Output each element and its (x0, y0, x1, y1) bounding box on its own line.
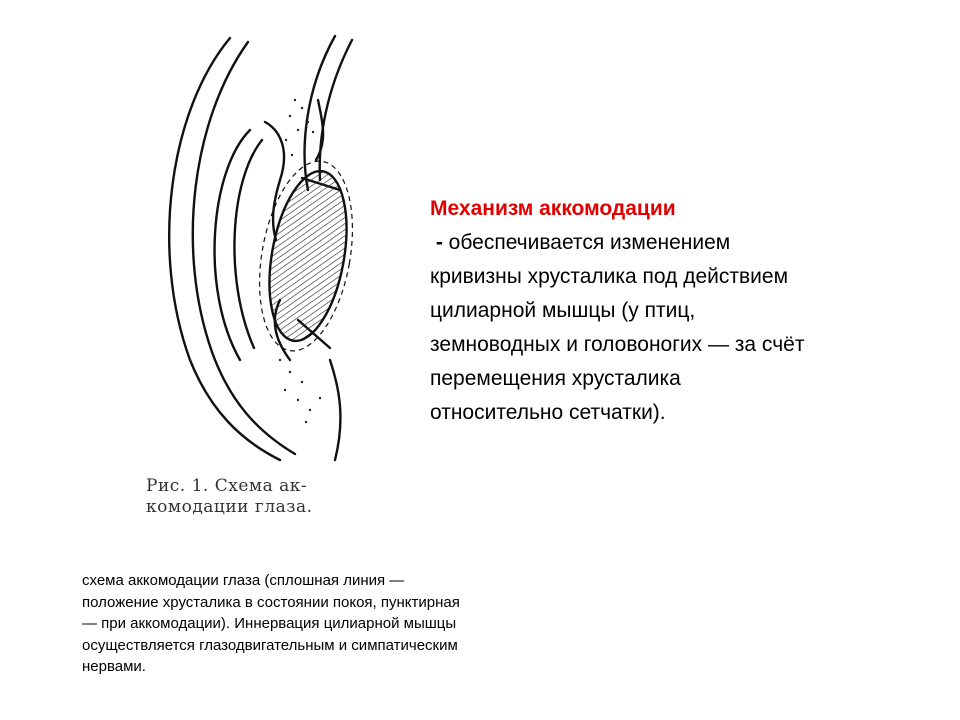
note-line: осуществляется глазодвигательным и симпатическим (82, 636, 458, 654)
figure-caption-line: комодации глаза. (146, 497, 313, 517)
description-line: цилиарной мышцы (у птиц, (430, 299, 696, 322)
figure-caption-line: Рис. 1. Схема ак- (146, 476, 308, 496)
eye-diagram (130, 30, 370, 470)
note-line: схема аккомодации глаза (сплошная линия — (82, 572, 405, 589)
eye-accommodation-figure (130, 30, 370, 530)
description-line: кривизны хрусталика под действием (430, 265, 789, 288)
description-line: земноводных и головоногих — за счёт (430, 333, 805, 356)
note-line: нервами. (82, 658, 146, 675)
description-line: перемещения хрусталика (430, 367, 681, 390)
figure-note (82, 570, 572, 678)
description-line: относительно сетчатки). (430, 401, 666, 424)
note-line: — при аккомодации). Иннервация цилиарной мышцы (82, 615, 457, 632)
dash: - (435, 231, 443, 254)
slide-title: Механизм аккомодации (430, 197, 676, 220)
accommodation-description (430, 192, 930, 430)
figure-caption (146, 476, 366, 518)
description-text: обеспечивается изменением (442, 231, 731, 254)
note-line: положение хрусталика в состоянии покоя, пунктирная (82, 593, 460, 611)
description-line (430, 226, 930, 260)
